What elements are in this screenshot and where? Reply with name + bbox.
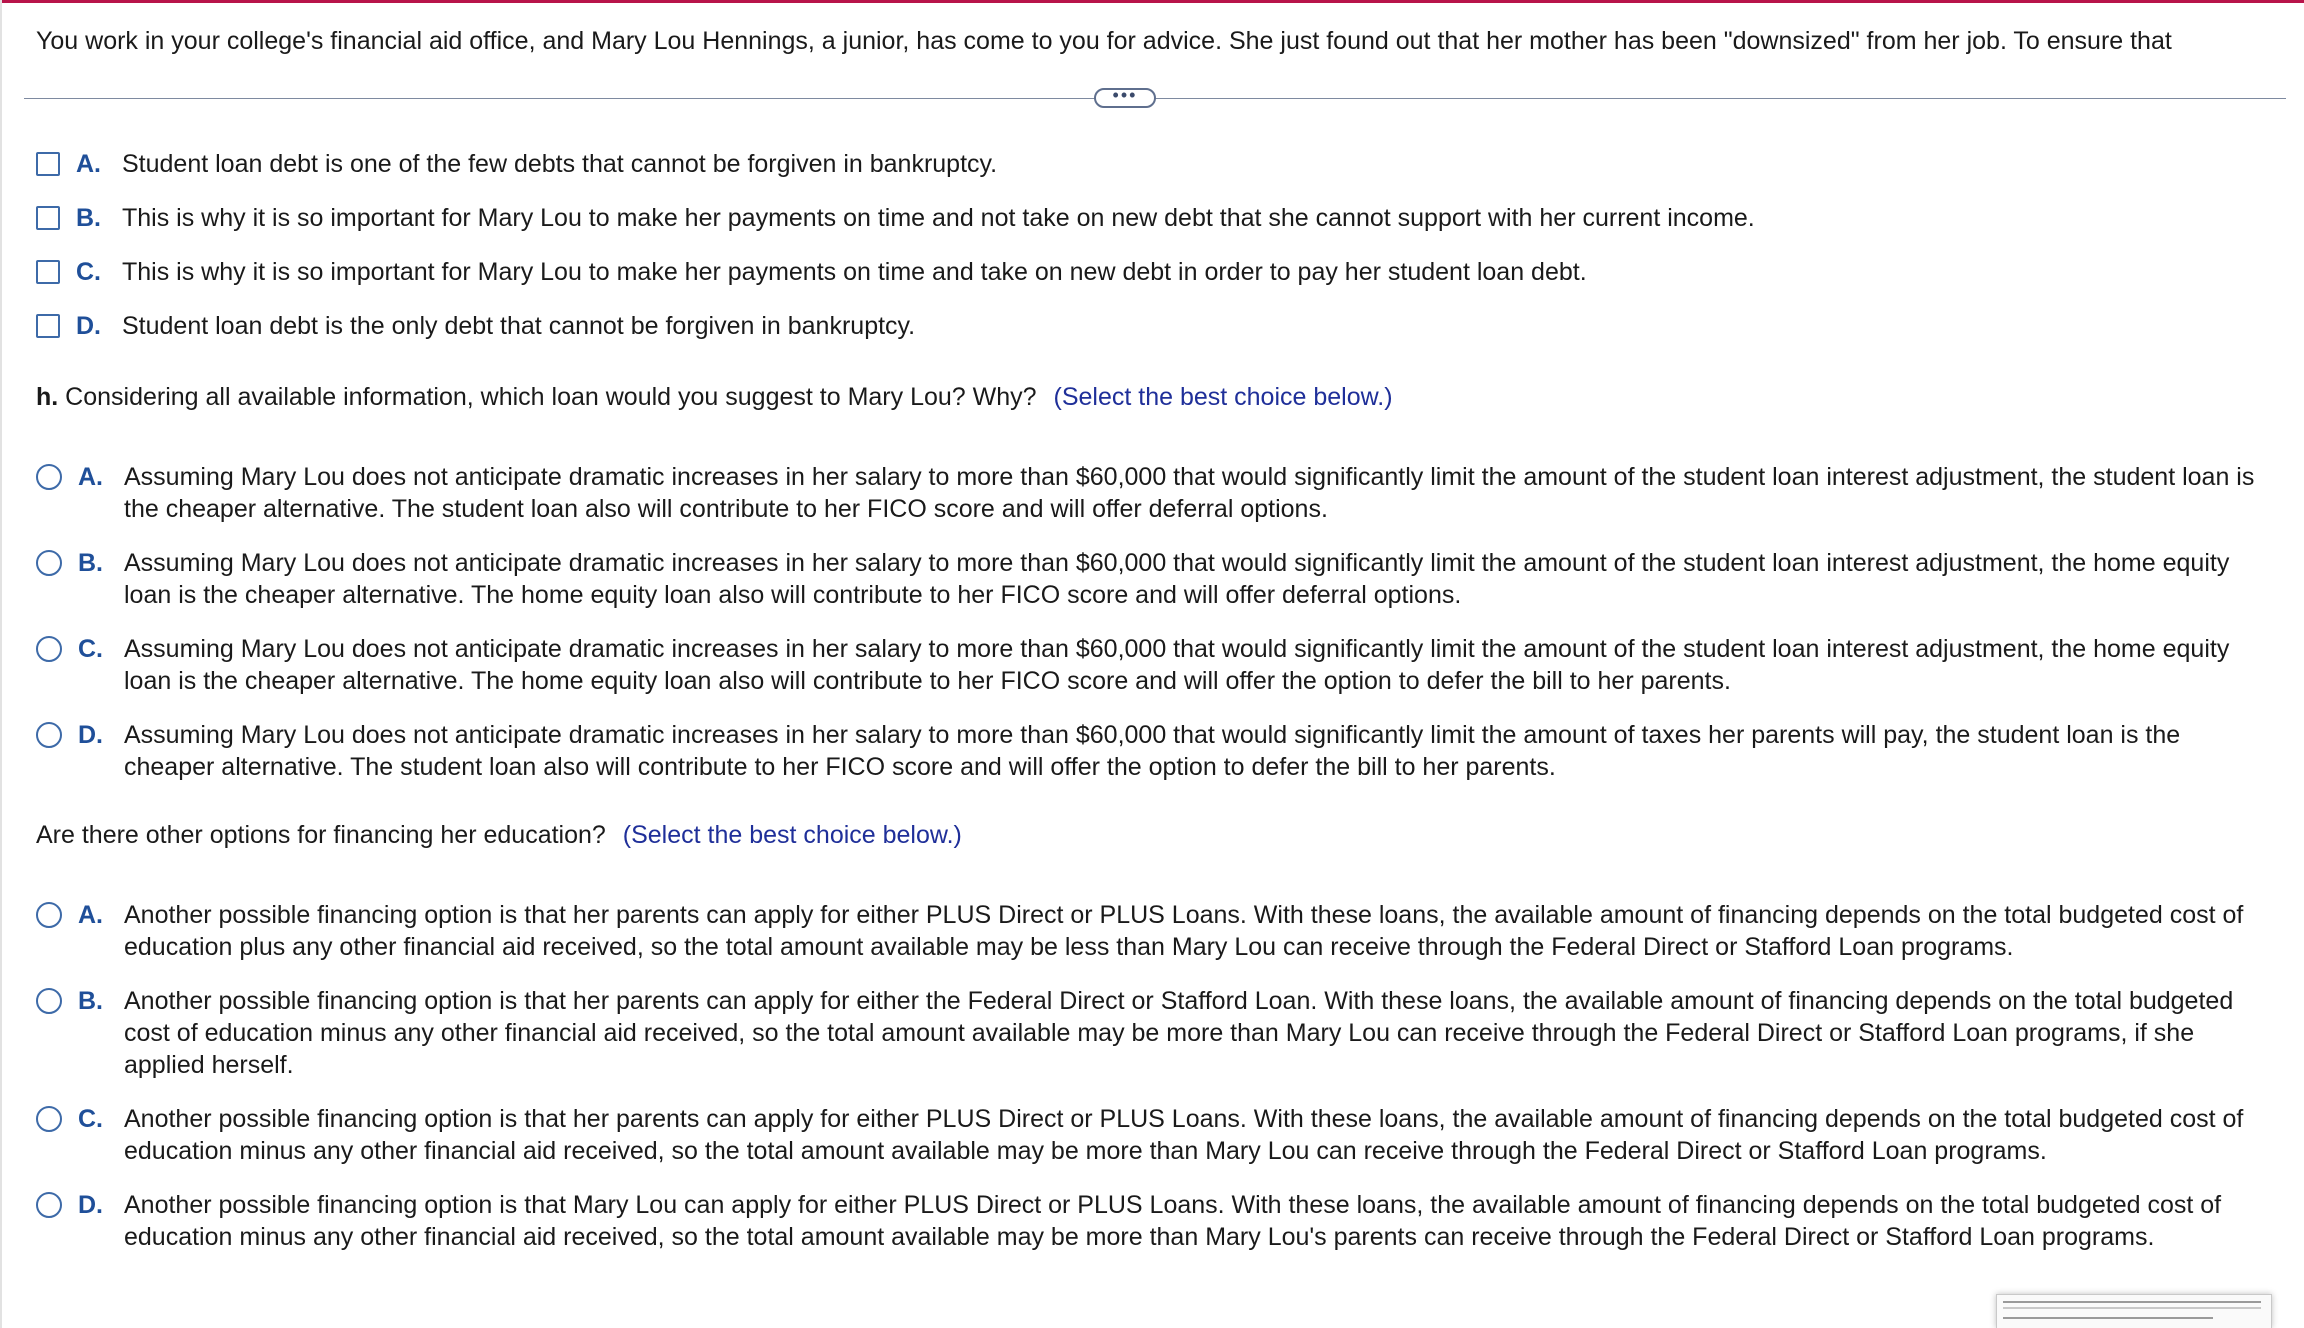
radio-h-choice-a[interactable]: [36, 461, 2268, 525]
choice-letter: D.: [76, 312, 101, 340]
radio-button[interactable]: [36, 464, 62, 490]
choice-text: Another possible financing option is that Mary Lou can apply for either PLUS Direct or PLUS Loans. With these loans, the available amount of financing depends on the total budgeted cost of education minus any other financial aid received, so the total amount available may be more than Mary Lou's parents can receive through the Federal Direct or Stafford Loan programs.: [124, 1191, 2222, 1251]
question-hint: (Select the best choice below.): [622, 821, 962, 849]
choice-text: Another possible financing option is that her parents can apply for either the Federal Direct or Stafford Loan. With these loans, the available amount of financing depends on the total budgeted cost of education minus any other financial aid received, so the total amount available may be more than Mary Lou can receive through the Federal Direct or Stafford Loan programs, if she applied herself.: [124, 987, 2234, 1079]
checkbox[interactable]: [36, 314, 60, 338]
choice-letter: A.: [76, 150, 101, 178]
radio-button[interactable]: [36, 988, 62, 1014]
checkbox-choice-c[interactable]: [36, 256, 2236, 288]
radio-button[interactable]: [36, 1192, 62, 1218]
question-label: h.: [36, 383, 59, 411]
checkbox[interactable]: [36, 206, 60, 230]
question-h: [36, 380, 1393, 414]
choice-letter: B.: [78, 987, 103, 1015]
radio-other-choice-a[interactable]: [36, 899, 2268, 963]
question-text: Are there other options for financing her education?: [36, 821, 606, 849]
choice-text: Assuming Mary Lou does not anticipate dramatic increases in her salary to more than $60,000 that would significantly limit the amount of the student loan interest adjustment, the home equity loan is the cheaper alternative. The home equity loan also will contribute to her FICO score and will offer the option to defer the bill to her parents.: [124, 635, 2230, 695]
question-hint: (Select the best choice below.): [1053, 383, 1393, 411]
thumbnail-line: [2003, 1317, 2213, 1319]
radio-button[interactable]: [36, 550, 62, 576]
choice-text: Assuming Mary Lou does not anticipate dramatic increases in her salary to more than $60,000 that would significantly limit the amount of the student loan interest adjustment, the student loan is the cheaper alternative. The student loan also will contribute to her FICO score and will offer deferral options.: [124, 463, 2255, 523]
radio-other-choice-b[interactable]: [36, 985, 2268, 1081]
expand-question-button[interactable]: •••: [1094, 88, 1156, 108]
choice-text: This is why it is so important for Mary Lou to make her payments on time and not take on new debt that she cannot support with her current income.: [122, 204, 1755, 232]
radio-button[interactable]: [36, 902, 62, 928]
checkbox[interactable]: [36, 152, 60, 176]
question-text: Considering all available information, which loan would you suggest to Mary Lou? Why?: [65, 383, 1037, 411]
page-thumbnail-preview[interactable]: [1996, 1294, 2272, 1328]
left-edge: [0, 0, 2, 1328]
thumbnail-line: [2003, 1301, 2261, 1303]
radio-other-choice-d[interactable]: [36, 1189, 2268, 1253]
choice-letter: D.: [78, 721, 103, 749]
radio-button[interactable]: [36, 636, 62, 662]
choice-letter: A.: [78, 463, 103, 491]
radio-h-choice-b[interactable]: [36, 547, 2268, 611]
choice-letter: C.: [76, 258, 101, 286]
choice-text: Another possible financing option is that her parents can apply for either PLUS Direct or PLUS Loans. With these loans, the available amount of financing depends on the total budgeted cost of education minus any other financial aid received, so the total amount available may be more than Mary Lou can receive through the Federal Direct or Stafford Loan programs.: [124, 1105, 2244, 1165]
choice-text: Assuming Mary Lou does not anticipate dramatic increases in her salary to more than $60,000 that would significantly limit the amount of taxes her parents will pay, the student loan is the cheaper alternative. The student loan also will contribute to her FICO score and will offer the option to defer the bill to her parents.: [124, 721, 2181, 781]
choice-letter: A.: [78, 901, 103, 929]
radio-button[interactable]: [36, 1106, 62, 1132]
checkbox-choice-a[interactable]: [36, 148, 2236, 180]
checkbox-choice-d[interactable]: [36, 310, 2236, 342]
choice-text: Assuming Mary Lou does not anticipate dramatic increases in her salary to more than $60,000 that would significantly limit the amount of the student loan interest adjustment, the home equity loan is the cheaper alternative. The home equity loan also will contribute to her FICO score and will offer deferral options.: [124, 549, 2230, 609]
choice-letter: B.: [78, 549, 103, 577]
choice-letter: C.: [78, 1105, 103, 1133]
checkbox[interactable]: [36, 260, 60, 284]
question-other-options: [36, 818, 962, 852]
choice-letter: D.: [78, 1191, 103, 1219]
radio-h-choice-c[interactable]: [36, 633, 2268, 697]
choice-letter: B.: [76, 204, 101, 232]
radio-other-choice-c[interactable]: [36, 1103, 2268, 1167]
choice-text: Student loan debt is one of the few debts that cannot be forgiven in bankruptcy.: [122, 150, 998, 178]
choice-text: Another possible financing option is that her parents can apply for either PLUS Direct or PLUS Loans. With these loans, the available amount of financing depends on the total budgeted cost of education plus any other financial aid received, so the total amount available may be less than Mary Lou can receive through the Federal Direct or Stafford Loan programs.: [124, 901, 2244, 961]
radio-h-choice-d[interactable]: [36, 719, 2268, 783]
choice-text: Student loan debt is the only debt that cannot be forgiven in bankruptcy.: [122, 312, 916, 340]
top-accent-bar: [0, 0, 2304, 3]
thumbnail-line: [2003, 1307, 2261, 1309]
choice-letter: C.: [78, 635, 103, 663]
checkbox-choice-b[interactable]: [36, 202, 2236, 234]
radio-button[interactable]: [36, 722, 62, 748]
choice-text: This is why it is so important for Mary Lou to make her payments on time and take on new debt in order to pay her student loan debt.: [122, 258, 1587, 286]
problem-intro-text: You work in your college's financial aid office, and Mary Lou Hennings, a junior, has come to you for advice. She just found out that her mother has been "downsized" from her job. To ensure that: [36, 27, 2172, 55]
